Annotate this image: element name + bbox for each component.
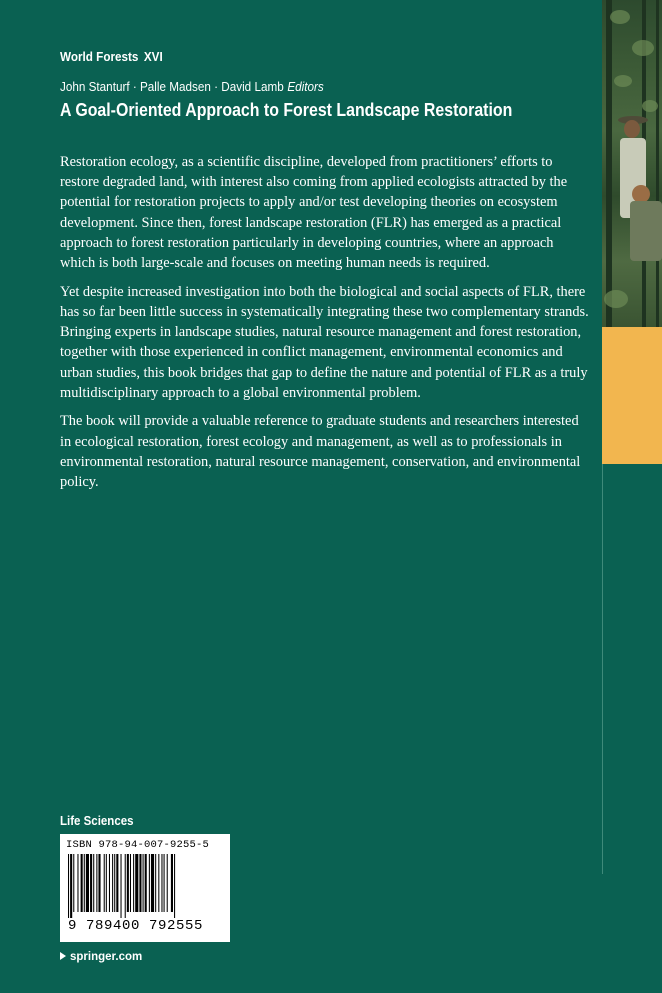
barcode-bar xyxy=(73,854,74,912)
barcode-bar xyxy=(171,854,173,912)
editors-role: Editors xyxy=(287,79,324,94)
barcode-bar xyxy=(161,854,162,912)
barcode-bars xyxy=(66,854,224,918)
barcode-bar xyxy=(145,854,147,912)
blurb-paragraph: The book will provide a valuable reference to graduate students and researchers interested in ecological restoration, forest ecology and management, as well as to professionals in environmental restoration, natural resource management, conservation, and environmental policy. xyxy=(60,413,581,491)
blurb xyxy=(60,152,590,501)
barcode-bar xyxy=(90,854,92,912)
forest-photo xyxy=(602,0,662,327)
isbn-label: ISBN 978-94-007-9255-5 xyxy=(66,839,210,851)
barcode-bar xyxy=(109,854,110,912)
barcode-bar xyxy=(96,854,97,912)
barcode-bar xyxy=(86,854,89,912)
barcode-bar xyxy=(167,854,168,912)
triangle-right-icon xyxy=(60,952,66,960)
barcode-bar xyxy=(68,854,69,918)
edge-line xyxy=(602,464,603,874)
barcode-bar xyxy=(70,854,72,918)
barcode-bar xyxy=(84,854,85,912)
barcode-bar xyxy=(81,854,83,912)
barcode-bar xyxy=(174,854,175,918)
barcode-bar xyxy=(164,854,165,912)
barcode-bar xyxy=(139,854,141,912)
series-name: World Forests xyxy=(60,49,139,64)
barcode-bar xyxy=(155,854,156,912)
publisher-url[interactable] xyxy=(60,951,142,963)
barcode-bar xyxy=(114,854,115,912)
person-figure xyxy=(630,185,662,285)
blurb-paragraph: Restoration ecology, as a scientific discipline, developed from practitioners’ efforts to restore degraded land, with interest also coming from applied ecologists attracted by the potential for restoration projects to apply and/or test developing theories on ecosystem development. Since then, forest landscape restoration (FLR) has emerged as a practical approach to forest restoration particularly in developing countries, where an approach which is both large-scale and focuses on meeting human needs is required. xyxy=(60,154,568,272)
barcode-bar xyxy=(121,854,122,918)
barcode-bar xyxy=(127,854,129,912)
isbn-barcode xyxy=(60,834,230,942)
barcode-bar xyxy=(149,854,150,912)
barcode-bar xyxy=(106,854,107,912)
series-title xyxy=(60,49,163,64)
series-volume: XVI xyxy=(143,49,163,64)
editor-names: John Stanturf · Palle Madsen · David Lamb xyxy=(60,79,284,94)
barcode-bar xyxy=(125,854,126,918)
barcode-bar xyxy=(133,854,134,912)
accent-band xyxy=(602,327,662,464)
url-text: springer.com xyxy=(70,951,143,963)
subject-category: Life Sciences xyxy=(60,814,134,828)
barcode-bar xyxy=(116,854,118,912)
barcode-bar xyxy=(151,854,154,912)
blurb-paragraph: Yet despite increased investigation into both the biological and social aspects of FLR, there has so far been little success in systematically integrating these two complementary strands. Bringing experts in landscape studies, natural resource management and forest restoration, together with those experienced in conflict management, environmental economics and urban studies, this book bridges that gap to define the nature and potential of FLR as a truly multidisciplinary approach to a global environmental problem. xyxy=(60,283,589,401)
barcode-bar xyxy=(77,854,78,912)
barcode-digits: 9 789400 792555 xyxy=(68,918,204,934)
barcode-bar xyxy=(143,854,144,912)
barcode-bar xyxy=(98,854,100,912)
editors-line xyxy=(60,79,324,94)
barcode-bar xyxy=(158,854,159,912)
barcode-bar xyxy=(130,854,131,912)
book-title: A Goal-Oriented Approach to Forest Landscape Restoration xyxy=(60,99,513,120)
barcode-bar xyxy=(135,854,138,912)
barcode-bar xyxy=(104,854,105,912)
barcode-bar xyxy=(93,854,94,912)
barcode-bar xyxy=(112,854,113,912)
